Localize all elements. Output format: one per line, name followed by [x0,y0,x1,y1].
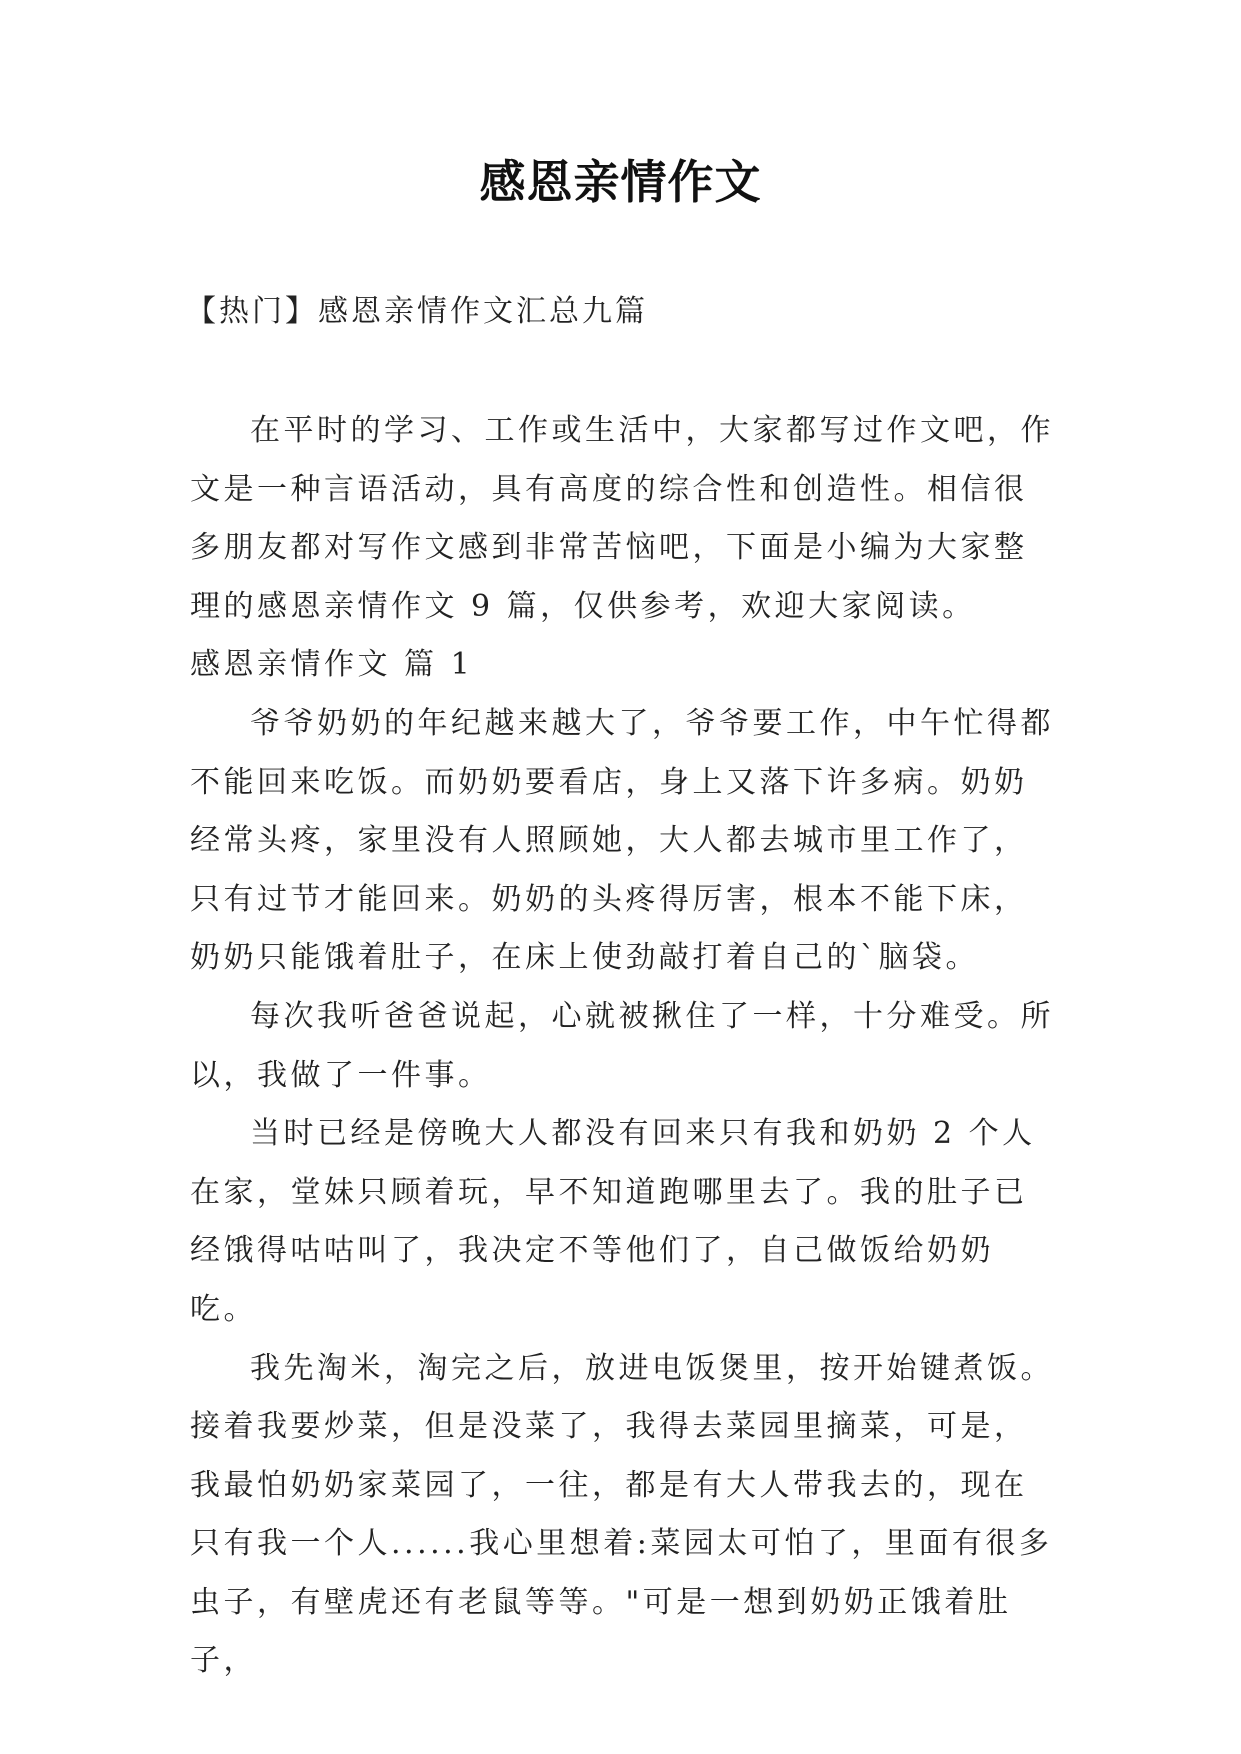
document-title: 感恩亲情作文 [479,155,762,209]
body-paragraph-2: 每次我听爸爸说起，心就被揪住了一样，十分难受。所以，我做了一件事。 [190,998,1054,1093]
document-body [190,402,1060,1691]
body-paragraph-1: 爷爷奶奶的年纪越来越大了，爷爷要工作，中午忙得都不能回来吃饭。而奶奶要看店，身上又落下许多病。奶奶经常头疼，家里没有人照顾她，大人都去城市里工作了，只有过节才能回来。奶奶的头疼得厉害，根本不能下床，奶奶只能饿着肚子，在床上使劲敲打着自己的`脑袋。 [190,705,1054,976]
body-paragraph-4: 我先淘米，淘完之后，放进电饭煲里，按开始键煮饭。接着我要炒菜，但是没菜了，我得去菜园里摘菜，可是，我最怕奶奶家菜园了，一往，都是有大人带我去的，现在只有我一个人......我心里想着:菜园太可怕了，里面有很多虫子，有壁虎还有老鼠等等。"可是一想到奶奶正饿着肚子， [190,1350,1054,1679]
body-paragraph-3: 当时已经是傍晚大人都没有回来只有我和奶奶 2 个人在家，堂妹只顾着玩，早不知道跑哪里去了。我的肚子已经饿得咕咕叫了，我决定不等他们了，自己做饭给奶奶吃。 [190,1116,1036,1327]
intro-paragraph: 在平时的学习、工作或生活中，大家都写过作文吧，作文是一种言语活动，具有高度的综合性和创造性。相信很多朋友都对写作文感到非常苦恼吧，下面是小编为大家整理的感恩亲情作文 9 篇，仅供参考，欢迎大家阅读。 [190,413,1054,624]
document-subtitle: 【热门】感恩亲情作文汇总九篇 [186,294,648,329]
section-heading: 感恩亲情作文 篇 1 [190,647,474,683]
